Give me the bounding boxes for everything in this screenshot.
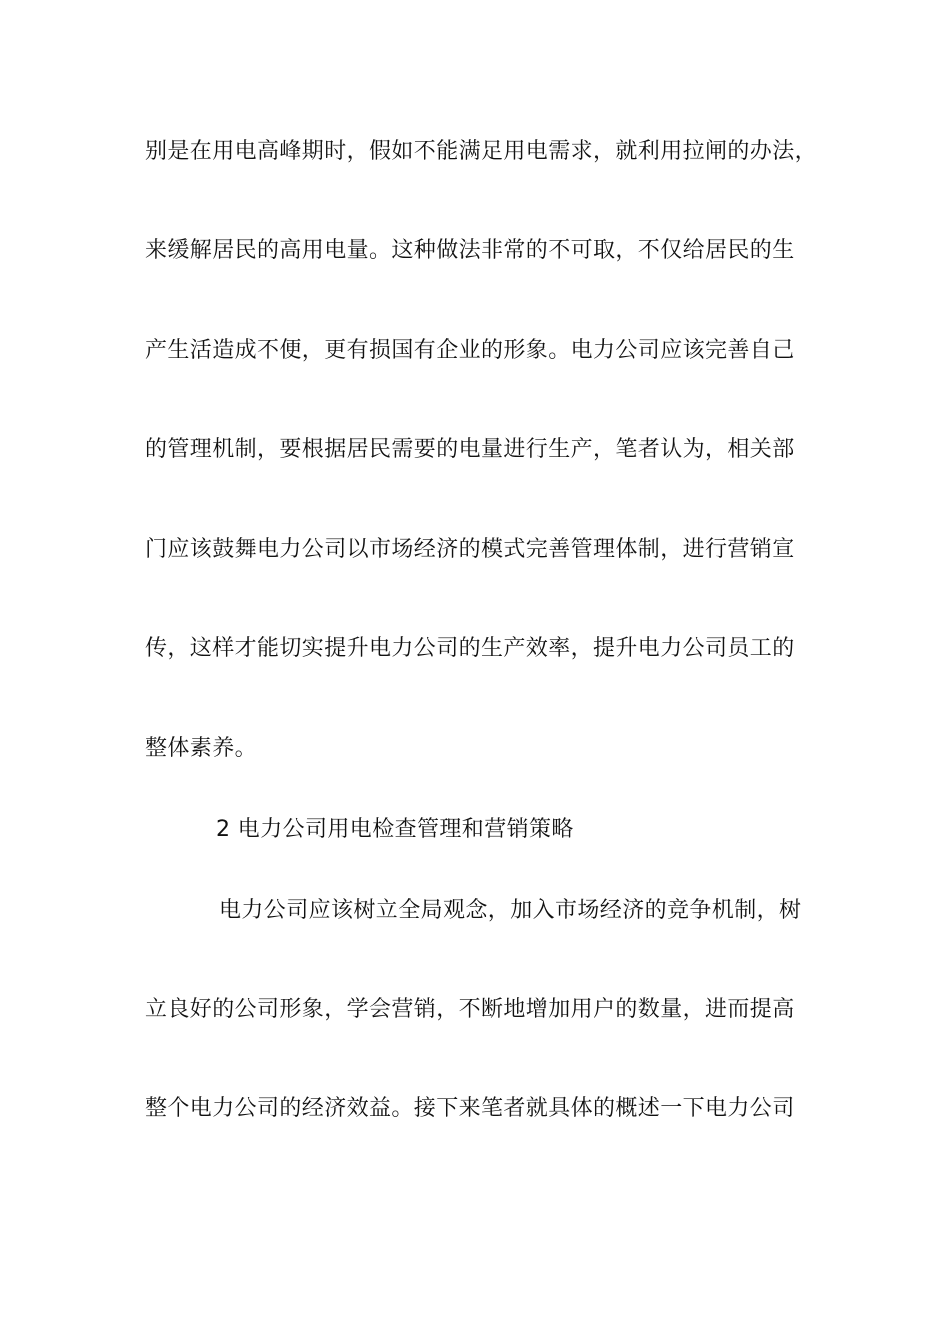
paragraph-line: 整个电力公司的经济效益。接下来笔者就具体的概述一下电力公司 [145, 1096, 795, 1121]
paragraph-line: 来缓解居民的高用电量。这种做法非常的不可取，不仅给居民的生 [145, 238, 795, 263]
paragraph-line: 门应该鼓舞电力公司以市场经济的模式完善管理体制，进行营销宣 [145, 537, 795, 562]
paragraph-line: 产生活造成不便，更有损国有企业的形象。电力公司应该完善自己 [145, 338, 795, 363]
section-heading: 2 电力公司用电检查管理和营销策略 [216, 817, 574, 842]
paragraph-line: 别是在用电高峰期时，假如不能满足用电需求，就利用拉闸的办法， [145, 139, 818, 164]
paragraph-line: 立良好的公司形象，学会营销，不断地增加用户的数量，进而提高 [145, 997, 795, 1022]
paragraph-line: 整体素养。 [145, 736, 258, 761]
paragraph-line: 传，这样才能切实提升电力公司的生产效率，提升电力公司员工的 [145, 636, 795, 661]
paragraph-line: 电力公司应该树立全局观念，加入市场经济的竞争机制，树 [219, 898, 802, 923]
paragraph-line: 的管理机制，要根据居民需要的电量进行生产，笔者认为，相关部 [145, 437, 795, 462]
